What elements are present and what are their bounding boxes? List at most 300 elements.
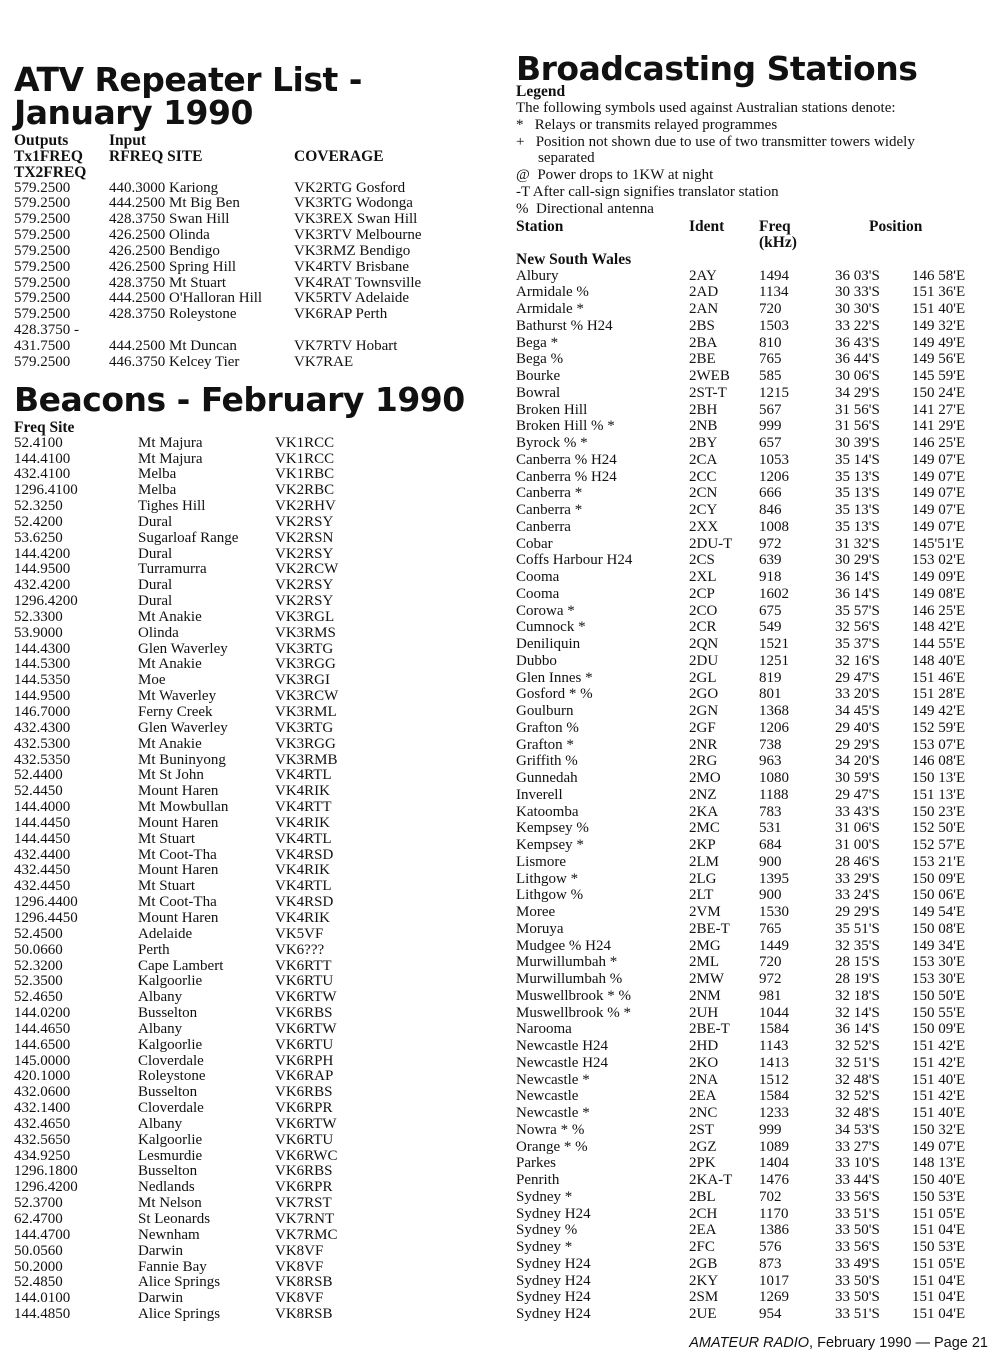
station-row-cell: Muswellbrook % * bbox=[516, 1004, 631, 1021]
station-row-cell: 149 07'E bbox=[912, 502, 966, 519]
station-row-cell: 153 30'E bbox=[912, 971, 966, 988]
atv-row-cell: 579.2500 bbox=[14, 195, 71, 212]
station-row-cell: 2SM bbox=[689, 1289, 719, 1306]
station-row-cell: Kempsey * bbox=[516, 837, 584, 854]
beacon-row-cell: 144.4700 bbox=[14, 1226, 71, 1243]
beacon-row-cell: VK6RTW bbox=[275, 1115, 337, 1132]
station-row-cell: Murwillumbah % bbox=[516, 971, 623, 988]
atv-header-coverage: COVERAGE bbox=[294, 147, 384, 165]
beacon-row-cell: Kalgoorlie bbox=[138, 1036, 203, 1053]
freq-unit: (kHz) bbox=[759, 233, 797, 251]
station-row-cell: 153 30'E bbox=[912, 954, 966, 971]
atv-row-cell: 428.3750 - bbox=[14, 322, 79, 339]
beacon-row-cell: 144.4450 bbox=[14, 814, 71, 831]
station-row-cell: Dubbo bbox=[516, 652, 557, 669]
freq-label: Freq bbox=[759, 217, 791, 235]
station-row-cell: 141 27'E bbox=[912, 401, 966, 418]
station-row-cell: 576 bbox=[759, 1239, 782, 1256]
station-row-cell: 2MG bbox=[689, 937, 721, 954]
station-row-cell: 2BE-T bbox=[689, 1021, 730, 1038]
station-row bbox=[516, 1072, 986, 1089]
station-row-cell: 35 13'S bbox=[835, 468, 880, 485]
station-row bbox=[516, 586, 986, 603]
station-row-cell: Bowral bbox=[516, 384, 561, 401]
atv-title: ATV Repeater List - January 1990 bbox=[14, 60, 362, 132]
station-row-cell: 2MO bbox=[689, 770, 721, 787]
station-row bbox=[516, 1273, 986, 1290]
station-row-cell: 36 03'S bbox=[835, 267, 880, 284]
station-row-cell: 32 16'S bbox=[835, 652, 880, 669]
station-row-cell: 2KA-T bbox=[689, 1172, 733, 1189]
left-column bbox=[14, 0, 494, 1323]
station-row-cell: Inverell bbox=[516, 786, 563, 803]
station-row-cell: Bathurst % H24 bbox=[516, 317, 613, 334]
beacon-row-cell: Lesmurdie bbox=[138, 1147, 203, 1164]
beacon-row-cell: VK3RGG bbox=[275, 656, 336, 673]
station-row-cell: 765 bbox=[759, 351, 782, 368]
beacon-row-cell: 144.4450 bbox=[14, 830, 71, 847]
beacon-row-cell: 1296.1800 bbox=[14, 1163, 78, 1180]
station-row-cell: Bega % bbox=[516, 351, 564, 368]
broadcast-header-position: Position bbox=[869, 217, 923, 235]
station-row-cell: 33 44'S bbox=[835, 1172, 880, 1189]
station-row-cell: 1584 bbox=[759, 1088, 789, 1105]
beacon-row bbox=[14, 1244, 494, 1260]
station-row-cell: 1188 bbox=[759, 786, 789, 803]
beacon-row bbox=[14, 800, 494, 816]
beacon-row bbox=[14, 784, 494, 800]
beacon-row-cell: 144.0100 bbox=[14, 1290, 71, 1307]
atv-row-cell: 428.3750 Swan Hill bbox=[109, 211, 230, 228]
station-row bbox=[516, 737, 986, 754]
station-row-cell: 783 bbox=[759, 803, 782, 820]
station-row-cell: Canberra * bbox=[516, 502, 583, 519]
station-row-cell: 32 48'S bbox=[835, 1105, 880, 1122]
station-row-cell: 29 40'S bbox=[835, 719, 880, 736]
atv-row-cell bbox=[109, 323, 294, 339]
station-row bbox=[516, 536, 986, 553]
atv-row bbox=[14, 196, 494, 212]
station-row-cell: 1008 bbox=[759, 518, 789, 535]
atv-row-cell: VK3RTV Melbourne bbox=[294, 227, 422, 244]
station-row bbox=[516, 1206, 986, 1223]
station-row bbox=[516, 670, 986, 687]
station-row-cell: 33 29'S bbox=[835, 870, 880, 887]
station-row-cell: Bega * bbox=[516, 334, 559, 351]
station-row-cell: 151 46'E bbox=[912, 669, 966, 686]
beacon-row-cell: 52.3250 bbox=[14, 498, 63, 515]
station-row-cell: Katoomba bbox=[516, 803, 579, 820]
station-row bbox=[516, 787, 986, 804]
beacon-row-cell: 144.5300 bbox=[14, 656, 71, 673]
station-row-cell: 150 13'E bbox=[912, 770, 966, 787]
station-row-cell: 33 49'S bbox=[835, 1255, 880, 1272]
station-row-cell: 151 42'E bbox=[912, 1038, 966, 1055]
beacon-row bbox=[14, 1291, 494, 1307]
beacon-row-cell: VK6RTW bbox=[275, 1020, 337, 1037]
beacon-row-cell: VK8RSB bbox=[275, 1306, 333, 1323]
beacon-row-cell: Newnham bbox=[138, 1226, 200, 1243]
beacon-row-cell: VK6RPH bbox=[275, 1052, 334, 1069]
station-row bbox=[516, 1155, 986, 1172]
beacon-row-cell: Albany bbox=[138, 1115, 183, 1132]
beacon-row-cell: VK4RSD bbox=[275, 846, 334, 863]
broadcast-header-ident: Ident bbox=[689, 217, 725, 235]
station-row-cell: 35 14'S bbox=[835, 451, 880, 468]
beacon-row-cell: 50.0660 bbox=[14, 941, 63, 958]
station-row-cell: Cooma bbox=[516, 569, 560, 586]
beacon-row-cell: 432.4450 bbox=[14, 878, 71, 895]
station-row-cell: 32 52'S bbox=[835, 1088, 880, 1105]
station-row bbox=[516, 485, 986, 502]
station-row-cell: 1386 bbox=[759, 1222, 789, 1239]
station-row-cell: 153 21'E bbox=[912, 853, 966, 870]
station-row-cell: Coffs Harbour H24 bbox=[516, 552, 633, 569]
station-row-cell: 35 57'S bbox=[835, 602, 880, 619]
beacon-row-cell: St Leonards bbox=[138, 1211, 211, 1227]
beacon-row bbox=[14, 848, 494, 864]
beacon-row-cell: VK6??? bbox=[275, 941, 325, 958]
station-row bbox=[516, 351, 986, 368]
station-row bbox=[516, 686, 986, 703]
atv-row-cell: VK3REX Swan Hill bbox=[294, 211, 418, 228]
station-row-cell: 900 bbox=[759, 853, 782, 870]
station-row-cell: 1044 bbox=[759, 1004, 789, 1021]
station-row-cell: 2ML bbox=[689, 954, 719, 971]
atv-row-cell: 428.3750 Roleystone bbox=[109, 306, 237, 323]
station-row bbox=[516, 385, 986, 402]
station-row-cell: 1521 bbox=[759, 636, 789, 653]
station-row bbox=[516, 837, 986, 854]
beacon-row bbox=[14, 1006, 494, 1022]
beacon-row-cell: 62.4700 bbox=[14, 1211, 63, 1227]
atv-row-cell: 579.2500 bbox=[14, 179, 71, 196]
beacon-row bbox=[14, 1307, 494, 1323]
station-row-cell: 149 54'E bbox=[912, 904, 966, 921]
station-row bbox=[516, 954, 986, 971]
station-row-cell: 2NM bbox=[689, 987, 721, 1004]
station-row-cell: 34 53'S bbox=[835, 1121, 880, 1138]
beacon-row-cell: VK2RSN bbox=[275, 529, 334, 546]
beacon-row-cell: VK8RSB bbox=[275, 1274, 333, 1291]
beacon-row-cell: VK4RIK bbox=[275, 783, 330, 800]
station-row-cell: 149 07'E bbox=[912, 468, 966, 485]
station-row-cell: 148 13'E bbox=[912, 1155, 966, 1172]
atv-row bbox=[14, 181, 494, 197]
station-row-cell: Muswellbrook * % bbox=[516, 987, 631, 1004]
station-row-cell: Grafton % bbox=[516, 719, 579, 736]
station-row-cell: 1602 bbox=[759, 585, 789, 602]
station-row bbox=[516, 770, 986, 787]
beacon-row-cell: VK6RTU bbox=[275, 1036, 334, 1053]
station-row-cell: Cooma bbox=[516, 585, 560, 602]
station-row-cell: 2KY bbox=[689, 1272, 719, 1289]
beacon-row-cell: Kalgoorlie bbox=[138, 1131, 203, 1148]
station-row-cell: 1080 bbox=[759, 770, 789, 787]
beacon-row-cell: VK3RGG bbox=[275, 735, 336, 752]
beacon-row-cell: Mt St John bbox=[138, 767, 204, 784]
station-row-cell: 149 56'E bbox=[912, 351, 966, 368]
station-row-cell: Goulburn bbox=[516, 703, 574, 720]
beacon-row-cell: VK3RMB bbox=[275, 751, 338, 768]
beacon-row bbox=[14, 705, 494, 721]
station-row bbox=[516, 1038, 986, 1055]
station-row bbox=[516, 720, 986, 737]
station-row-cell: 30 33'S bbox=[835, 284, 880, 301]
station-row-cell: 2PK bbox=[689, 1155, 716, 1172]
station-row-cell: 666 bbox=[759, 485, 782, 502]
station-row-cell: 963 bbox=[759, 753, 782, 770]
atv-row-cell: 426.2500 Bendigo bbox=[109, 242, 220, 259]
station-row-cell: 29 47'S bbox=[835, 786, 880, 803]
station-row-cell: 33 51'S bbox=[835, 1306, 880, 1323]
station-row-cell: 2LT bbox=[689, 887, 714, 904]
atv-row bbox=[14, 276, 494, 292]
beacon-row-cell: 144.9500 bbox=[14, 688, 71, 705]
station-row bbox=[516, 452, 986, 469]
beacon-row-cell: 1296.4450 bbox=[14, 909, 78, 926]
station-row-cell: 150 53'E bbox=[912, 1188, 966, 1205]
atv-row-cell: 440.3000 Kariong bbox=[109, 179, 219, 196]
beacon-row-cell: VK1RCC bbox=[275, 434, 335, 451]
station-row-cell: 1215 bbox=[759, 384, 789, 401]
beacon-row-cell: VK2RSY bbox=[275, 593, 334, 610]
atv-row-cell: VK7RAE bbox=[294, 353, 354, 370]
station-row-cell: Grafton * bbox=[516, 736, 574, 753]
beacon-row-cell: VK6RBS bbox=[275, 1163, 333, 1180]
beacon-row-cell: 52.3300 bbox=[14, 608, 63, 625]
station-row-cell: 2LM bbox=[689, 853, 719, 870]
station-row bbox=[516, 268, 986, 285]
atv-header-rfreq-site: RFREQ SITE bbox=[109, 147, 203, 165]
beacon-row-cell: 432.5650 bbox=[14, 1131, 71, 1148]
station-row-cell: 2MC bbox=[689, 820, 720, 837]
atv-row bbox=[14, 260, 494, 276]
beacon-row-cell: VK2RSY bbox=[275, 577, 334, 594]
station-row-cell: 675 bbox=[759, 602, 782, 619]
beacons-header: Freq Site bbox=[14, 418, 75, 436]
beacon-row-cell: Mt Coot-Tha bbox=[138, 846, 217, 863]
beacon-row-cell: VK2RSY bbox=[275, 545, 334, 562]
station-row-cell: 149 32'E bbox=[912, 317, 966, 334]
station-row-cell: 150 08'E bbox=[912, 920, 966, 937]
station-row-cell: 149 07'E bbox=[912, 518, 966, 535]
beacon-row-cell: Sugarloaf Range bbox=[138, 529, 239, 546]
beacon-row-cell: Mt Anakie bbox=[138, 608, 202, 625]
station-row-cell: 2BH bbox=[689, 401, 718, 418]
station-row-cell: 873 bbox=[759, 1255, 782, 1272]
station-row-cell: 33 24'S bbox=[835, 887, 880, 904]
beacon-row-cell: VK1RCC bbox=[275, 450, 335, 467]
beacon-row-cell: VK8VF bbox=[275, 1242, 324, 1259]
station-row bbox=[516, 368, 986, 385]
beacon-row bbox=[14, 673, 494, 689]
station-row-cell: 1395 bbox=[759, 870, 789, 887]
station-row-cell: 150 09'E bbox=[912, 870, 966, 887]
station-row-cell: 765 bbox=[759, 920, 782, 937]
station-row-cell: 33 50'S bbox=[835, 1289, 880, 1306]
station-row-cell: 36 14'S bbox=[835, 585, 880, 602]
station-row-cell: 2ST bbox=[689, 1121, 715, 1138]
atv-row bbox=[14, 323, 494, 339]
station-row-cell: 2LG bbox=[689, 870, 717, 887]
beacon-row-cell: VK7RMC bbox=[275, 1226, 338, 1243]
station-row-cell: 819 bbox=[759, 669, 782, 686]
beacon-row-cell: 432.4200 bbox=[14, 577, 71, 594]
station-row-cell: 144 55'E bbox=[912, 636, 966, 653]
beacon-row bbox=[14, 642, 494, 658]
station-row-cell: 2AN bbox=[689, 301, 719, 318]
beacon-row-cell: Mt Waverley bbox=[138, 688, 217, 705]
station-row-cell: 2XL bbox=[689, 569, 717, 586]
station-row-cell: 2XX bbox=[689, 518, 719, 535]
station-row bbox=[516, 1172, 986, 1189]
beacon-row bbox=[14, 610, 494, 626]
station-row-cell: 141 29'E bbox=[912, 418, 966, 435]
beacon-row-cell: 144.5350 bbox=[14, 672, 71, 689]
station-row-cell: 150 06'E bbox=[912, 887, 966, 904]
station-row-cell: 151 04'E bbox=[912, 1222, 966, 1239]
station-row-cell: 150 32'E bbox=[912, 1121, 966, 1138]
atv-row bbox=[14, 307, 494, 323]
station-row-cell: Moruya bbox=[516, 920, 564, 937]
station-row bbox=[516, 938, 986, 955]
beacon-row-cell: Dural bbox=[138, 513, 173, 530]
station-row-cell: 2NR bbox=[689, 736, 718, 753]
station-row-cell: 31 32'S bbox=[835, 535, 880, 552]
station-row-cell: 33 56'S bbox=[835, 1188, 880, 1205]
station-row-cell: 150 40'E bbox=[912, 1172, 966, 1189]
beacon-row-cell: Fannie Bay bbox=[138, 1258, 207, 1275]
beacon-row-cell: Mt Stuart bbox=[138, 878, 196, 895]
beacon-row-cell: VK2RHV bbox=[275, 498, 336, 515]
beacon-row-cell: Melba bbox=[138, 466, 177, 483]
station-row bbox=[516, 1239, 986, 1256]
station-row bbox=[516, 519, 986, 536]
beacon-row-cell: 144.4200 bbox=[14, 545, 71, 562]
beacon-row bbox=[14, 1022, 494, 1038]
station-row-cell: Orange * % bbox=[516, 1138, 588, 1155]
atv-row-cell: 579.2500 bbox=[14, 290, 71, 307]
station-row-cell: 2UH bbox=[689, 1004, 719, 1021]
station-row-cell: 149 08'E bbox=[912, 585, 966, 602]
station-row-cell: 2CA bbox=[689, 451, 718, 468]
station-row-cell: 151 42'E bbox=[912, 1054, 966, 1071]
beacon-row bbox=[14, 578, 494, 594]
station-row-cell: Newcastle bbox=[516, 1088, 579, 1105]
station-row-cell: 150 53'E bbox=[912, 1239, 966, 1256]
station-row bbox=[516, 1055, 986, 1072]
station-row-cell: 150 09'E bbox=[912, 1021, 966, 1038]
station-row bbox=[516, 502, 986, 519]
beacon-row-cell: 1296.4400 bbox=[14, 894, 78, 911]
station-row-cell: 2QN bbox=[689, 636, 719, 653]
station-row bbox=[516, 1122, 986, 1139]
atv-row-cell: VK2RTG Gosford bbox=[294, 179, 406, 196]
beacon-row bbox=[14, 1180, 494, 1196]
station-row bbox=[516, 1139, 986, 1156]
station-row-cell: Gunnedah bbox=[516, 770, 578, 787]
station-row-cell: 36 43'S bbox=[835, 334, 880, 351]
station-row-cell: 151 42'E bbox=[912, 1088, 966, 1105]
station-row bbox=[516, 402, 986, 419]
beacon-row-cell: 146.7000 bbox=[14, 704, 71, 720]
beacon-row bbox=[14, 959, 494, 975]
station-row-cell: 2AY bbox=[689, 267, 717, 284]
beacon-row-cell: VK8VF bbox=[275, 1258, 324, 1275]
station-row-cell: Canberra * bbox=[516, 485, 583, 502]
station-row-cell: 2NB bbox=[689, 418, 718, 435]
station-row bbox=[516, 1256, 986, 1273]
beacon-row-cell: 53.9000 bbox=[14, 624, 63, 641]
beacon-row bbox=[14, 1133, 494, 1149]
station-row-cell: Bourke bbox=[516, 368, 561, 385]
station-row-cell: 810 bbox=[759, 334, 782, 351]
atv-row bbox=[14, 244, 494, 260]
station-row-cell: 33 50'S bbox=[835, 1272, 880, 1289]
station-row-cell: 1512 bbox=[759, 1071, 789, 1088]
station-row-cell: Sydney % bbox=[516, 1222, 578, 1239]
station-row-cell: 981 bbox=[759, 987, 782, 1004]
beacon-row bbox=[14, 895, 494, 911]
beacon-row-cell: VK4RTL bbox=[275, 878, 332, 895]
station-row-cell: 35 51'S bbox=[835, 920, 880, 937]
beacon-row bbox=[14, 863, 494, 879]
beacon-row bbox=[14, 1054, 494, 1070]
beacon-row bbox=[14, 1085, 494, 1101]
station-row-cell: 151 05'E bbox=[912, 1255, 966, 1272]
station-row-cell: 2GL bbox=[689, 669, 717, 686]
station-row-cell: 30 39'S bbox=[835, 435, 880, 452]
station-row-cell: Armidale % bbox=[516, 284, 589, 301]
station-row-cell: 30 29'S bbox=[835, 552, 880, 569]
beacon-row-cell: 432.4650 bbox=[14, 1115, 71, 1132]
station-row-cell: Canberra % H24 bbox=[516, 451, 617, 468]
atv-row-cell: 431.7500 bbox=[14, 337, 71, 354]
beacon-row bbox=[14, 1275, 494, 1291]
page-footer bbox=[689, 1335, 988, 1351]
beacon-row-cell: 52.4200 bbox=[14, 513, 63, 530]
station-row-cell: 28 15'S bbox=[835, 954, 880, 971]
station-row bbox=[516, 753, 986, 770]
beacon-row-cell: VK3RML bbox=[275, 704, 337, 720]
station-row bbox=[516, 1289, 986, 1306]
station-row-cell: Albury bbox=[516, 267, 559, 284]
beacon-row-cell: Mt Buninyong bbox=[138, 751, 226, 768]
beacon-row-cell: 432.4100 bbox=[14, 466, 71, 483]
station-row-cell: 1134 bbox=[759, 284, 789, 301]
station-row-cell: 31 56'S bbox=[835, 401, 880, 418]
beacon-row-cell: Cloverdale bbox=[138, 1100, 204, 1117]
station-row-cell: 1368 bbox=[759, 703, 789, 720]
beacon-row-cell: VK2RSY bbox=[275, 513, 334, 530]
station-row-cell: 2KA bbox=[689, 803, 719, 820]
atv-row-cell: 579.2500 bbox=[14, 227, 71, 244]
station-row-cell: 1089 bbox=[759, 1138, 789, 1155]
right-column bbox=[516, 0, 986, 1323]
beacon-row-cell: VK3RCW bbox=[275, 688, 339, 705]
station-row-cell: Canberra % H24 bbox=[516, 468, 617, 485]
station-row-cell: 1206 bbox=[759, 468, 789, 485]
station-row bbox=[516, 284, 986, 301]
station-row-cell: 1584 bbox=[759, 1021, 789, 1038]
station-row-cell: 1053 bbox=[759, 451, 789, 468]
station-row bbox=[516, 1222, 986, 1239]
atv-header-tx2freq: TX2FREQ bbox=[14, 163, 87, 181]
station-row-cell: 2EA bbox=[689, 1222, 717, 1239]
legend-item: separated bbox=[538, 150, 595, 167]
beacon-row-cell: VK2RCW bbox=[275, 561, 339, 578]
